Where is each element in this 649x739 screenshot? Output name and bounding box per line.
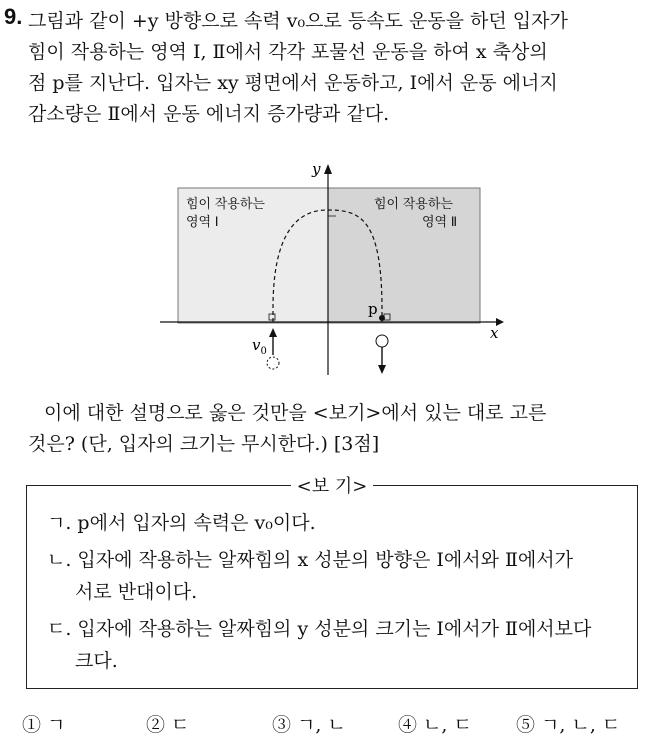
stem-line-4: 감소량은 Ⅱ에서 운동 에너지 증가량과 같다. — [28, 103, 390, 125]
region-1-label-line1: 힘이 작용하는 — [186, 196, 265, 211]
choice-3[interactable]: ③ ㄱ, ㄴ — [272, 714, 346, 736]
question-stem — [28, 6, 644, 130]
choice-4[interactable]: ④ ㄴ, ㄷ — [398, 714, 472, 736]
trajectory-figure — [160, 160, 510, 385]
ask-line-1: 이에 대한 설명으로 옳은 것만을 <보기>에서 있는 대로 고른 — [44, 402, 547, 424]
choice-1[interactable]: ① ㄱ — [22, 714, 66, 736]
bogi-item-1: ㄱ. p에서 입자의 속력은 v₀이다. — [47, 512, 316, 534]
outgoing-particle — [376, 335, 388, 347]
incoming-particle — [267, 357, 279, 369]
ask-line-2: 것은? (단, 입자의 크기는 무시한다.) [3점] — [28, 433, 380, 455]
bogi-title: <보 기> — [291, 476, 374, 497]
x-axis-label: x — [490, 324, 499, 342]
bogi-item-3-cont: 크다. — [75, 650, 118, 672]
stem-line-3: 점 p를 지난다. 입자는 xy 평면에서 운동하고, Ⅰ에서 운동 에너지 — [28, 72, 558, 94]
y-axis-arrow-icon — [324, 164, 332, 174]
y-axis-label: y — [312, 160, 321, 178]
point-p-label: p — [368, 300, 378, 318]
bogi-item-2-cont: 서로 반대이다. — [75, 581, 198, 603]
bogi-item-2: ㄴ. 입자에 작용하는 알짜힘의 x 성분의 방향은 Ⅰ에서와 Ⅱ에서가 — [47, 549, 573, 571]
stem-line-1: 그림과 같이 +y 방향으로 속력 v₀으로 등속도 운동을 하던 입자가 — [28, 10, 568, 32]
bogi-box — [26, 476, 638, 689]
choice-2[interactable]: ② ㄷ — [146, 714, 190, 736]
outgoing-arrow-head-icon — [378, 365, 386, 374]
region-1-label-line2: 영역 Ⅰ — [186, 214, 219, 229]
region-2-label-line1: 힘이 작용하는 — [374, 196, 453, 211]
bogi-item-3: ㄷ. 입자에 작용하는 알짜힘의 y 성분의 크기는 Ⅰ에서가 Ⅱ에서보다 — [47, 618, 592, 640]
choice-5[interactable]: ⑤ ㄱ, ㄴ, ㄷ — [516, 714, 621, 736]
velocity-label: $v_0$ — [252, 336, 267, 357]
stem-line-2: 힘이 작용하는 영역 Ⅰ, Ⅱ에서 각각 포물선 운동을 하여 x 축상의 — [28, 41, 548, 63]
incoming-arrow-head-icon — [269, 328, 277, 337]
region-2-label-line2: 영역 Ⅱ — [422, 214, 458, 229]
question-ask — [28, 398, 640, 460]
point-p — [379, 315, 385, 321]
question-number: 9. — [4, 4, 23, 29]
